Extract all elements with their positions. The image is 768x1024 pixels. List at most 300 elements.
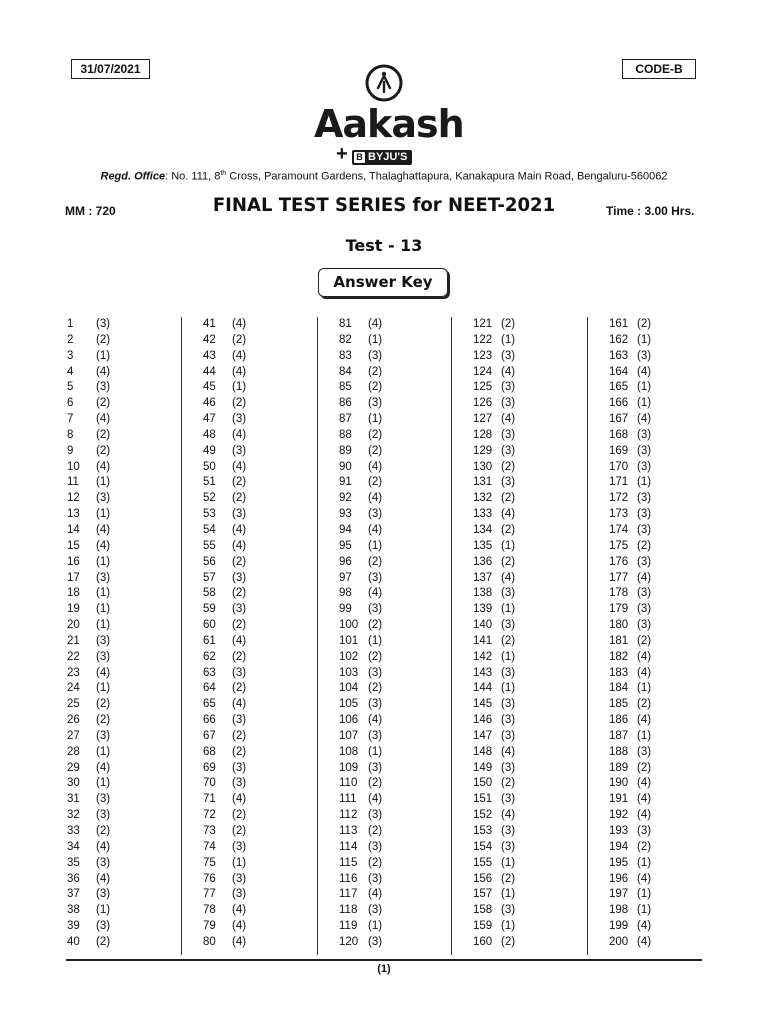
answer-option: (1) — [637, 333, 652, 346]
answer-row — [339, 507, 449, 523]
question-number: 52 — [203, 492, 216, 505]
answer-option: (1) — [637, 682, 652, 695]
series-title: FINAL TEST SERIES for NEET-2021 — [212, 194, 556, 216]
question-number: 95 — [339, 539, 352, 552]
answer-row — [67, 935, 177, 951]
answer-row — [339, 903, 449, 919]
answer-option: (2) — [637, 840, 652, 853]
answer-option: (4) — [96, 666, 111, 679]
answer-row — [67, 396, 177, 412]
question-number: 172 — [609, 492, 629, 505]
question-number: 61 — [203, 634, 216, 647]
question-number: 41 — [203, 318, 216, 330]
question-number: 193 — [609, 825, 629, 837]
question-number: 34 — [67, 840, 80, 853]
question-number: 183 — [609, 666, 629, 679]
answer-option: (1) — [501, 539, 516, 552]
question-number: 188 — [609, 745, 629, 758]
answer-row — [609, 618, 719, 634]
footer-rule — [66, 959, 702, 961]
answer-option: (3) — [232, 571, 247, 584]
answer-option: (3) — [368, 666, 383, 679]
question-number: 53 — [203, 508, 216, 521]
answer-option: (2) — [232, 476, 247, 489]
answer-option: (3) — [501, 793, 516, 806]
answer-option: (4) — [232, 539, 247, 552]
question-number: 69 — [203, 761, 216, 774]
answer-option: (1) — [368, 539, 383, 552]
question-number: 27 — [67, 729, 80, 742]
answer-option: (2) — [501, 492, 516, 505]
answer-option: (3) — [96, 318, 111, 330]
question-number: 191 — [609, 793, 629, 806]
answer-option: (3) — [501, 825, 516, 837]
answer-row — [203, 650, 313, 666]
answer-option: (3) — [96, 888, 111, 901]
answer-option: (1) — [96, 603, 111, 616]
answer-option: (1) — [501, 856, 516, 869]
answer-row — [203, 539, 313, 555]
answer-key-heading: Answer Key — [318, 268, 448, 297]
answer-row — [67, 507, 177, 523]
answer-option: (2) — [96, 698, 111, 711]
answer-option: (3) — [637, 587, 652, 600]
answer-row — [203, 919, 313, 935]
answer-row — [203, 460, 313, 476]
answer-option: (2) — [501, 555, 516, 568]
answer-row — [67, 792, 177, 808]
question-number: 153 — [473, 825, 493, 837]
answer-row — [67, 317, 177, 333]
question-number: 143 — [473, 666, 493, 679]
question-number: 32 — [67, 809, 80, 822]
answer-row — [203, 824, 313, 840]
answer-row — [203, 618, 313, 634]
question-number: 64 — [203, 682, 216, 695]
answer-option: (2) — [232, 650, 247, 663]
answer-row — [339, 396, 449, 412]
answer-row — [473, 887, 583, 903]
answer-row — [473, 824, 583, 840]
question-number: 119 — [339, 920, 358, 933]
question-number: 115 — [339, 856, 358, 869]
answer-option: (4) — [368, 793, 383, 806]
answer-row — [609, 745, 719, 761]
answer-row — [203, 887, 313, 903]
answer-row — [473, 539, 583, 555]
question-number: 197 — [609, 888, 629, 901]
answer-option: (3) — [501, 729, 516, 742]
answer-row — [67, 460, 177, 476]
question-number: 91 — [339, 476, 352, 489]
question-number: 145 — [473, 698, 493, 711]
answer-option: (3) — [96, 571, 111, 584]
answer-option: (4) — [637, 920, 652, 933]
question-number: 111 — [339, 793, 357, 806]
answer-option: (4) — [96, 460, 111, 473]
regd-address-suffix: Cross, Paramount Gardens, Thalaghattapura, Kanakapura Main Road, Bengaluru-560062 — [226, 170, 668, 183]
question-number: 40 — [67, 935, 80, 948]
answer-option: (2) — [96, 714, 111, 727]
question-number: 114 — [339, 840, 358, 853]
answer-row — [67, 776, 177, 792]
question-number: 44 — [203, 365, 216, 378]
answer-option: (2) — [232, 333, 247, 346]
answer-row — [67, 380, 177, 396]
question-number: 26 — [67, 714, 80, 727]
question-number: 110 — [339, 777, 358, 790]
question-number: 71 — [203, 793, 216, 806]
answer-row — [609, 824, 719, 840]
question-number: 49 — [203, 444, 216, 457]
question-number: 163 — [609, 349, 629, 362]
answer-row — [473, 444, 583, 460]
answer-option: (1) — [501, 650, 516, 663]
question-number: 126 — [473, 397, 493, 410]
question-number: 51 — [203, 476, 216, 489]
answer-row — [203, 475, 313, 491]
question-number: 102 — [339, 650, 359, 663]
answer-option: (3) — [96, 809, 111, 822]
answer-row — [203, 729, 313, 745]
answer-row — [473, 808, 583, 824]
answer-option: (1) — [501, 888, 516, 901]
answer-option: (1) — [368, 920, 383, 933]
answer-option: (2) — [637, 634, 652, 647]
answer-row — [339, 745, 449, 761]
question-number: 30 — [67, 777, 80, 790]
registered-office-address — [0, 170, 768, 183]
answer-option: (3) — [637, 619, 652, 632]
answer-option: (3) — [637, 349, 652, 362]
answer-row — [339, 761, 449, 777]
question-number: 65 — [203, 698, 216, 711]
answer-row — [609, 761, 719, 777]
answer-option: (3) — [637, 825, 652, 837]
question-number: 198 — [609, 904, 629, 917]
answer-option: (4) — [637, 365, 652, 378]
answer-row — [339, 824, 449, 840]
question-number: 35 — [67, 856, 80, 869]
question-number: 132 — [473, 492, 493, 505]
code-box: CODE-B — [622, 59, 696, 79]
answer-row — [609, 491, 719, 507]
answer-row — [339, 365, 449, 381]
column-divider — [317, 317, 318, 955]
answer-row — [339, 856, 449, 872]
answer-option: (2) — [96, 333, 111, 346]
question-number: 136 — [473, 555, 493, 568]
answer-row — [203, 634, 313, 650]
question-number: 135 — [473, 539, 493, 552]
answer-row — [339, 681, 449, 697]
answer-option: (3) — [501, 587, 516, 600]
test-title: Test - 13 — [345, 236, 423, 255]
question-number: 200 — [609, 935, 629, 948]
question-number: 57 — [203, 571, 216, 584]
question-number: 106 — [339, 714, 359, 727]
question-number: 59 — [203, 603, 216, 616]
answer-option: (2) — [232, 745, 247, 758]
answer-row — [609, 586, 719, 602]
question-number: 73 — [203, 825, 216, 837]
question-number: 141 — [473, 634, 493, 647]
answer-row — [473, 666, 583, 682]
question-number: 80 — [203, 935, 216, 948]
question-number: 181 — [609, 634, 629, 647]
answer-option: (4) — [368, 460, 383, 473]
question-number: 56 — [203, 555, 216, 568]
question-number: 75 — [203, 856, 216, 869]
answer-row — [203, 365, 313, 381]
answer-row — [473, 681, 583, 697]
answer-option: (3) — [637, 555, 652, 568]
answer-option: (2) — [96, 935, 111, 948]
answer-option: (2) — [501, 523, 516, 536]
question-number: 11 — [67, 476, 79, 489]
answer-option: (2) — [96, 397, 111, 410]
question-number: 192 — [609, 809, 629, 822]
question-number: 50 — [203, 460, 216, 473]
question-number: 31 — [67, 793, 80, 806]
answer-option: (2) — [232, 809, 247, 822]
answer-row — [203, 444, 313, 460]
answer-option: (4) — [232, 428, 247, 441]
answer-option: (1) — [501, 333, 516, 346]
question-number: 149 — [473, 761, 493, 774]
answer-option: (2) — [96, 428, 111, 441]
answer-option: (3) — [368, 809, 383, 822]
question-number: 128 — [473, 428, 493, 441]
answer-row — [339, 349, 449, 365]
question-number: 23 — [67, 666, 80, 679]
answer-option: (3) — [96, 793, 111, 806]
question-number: 4 — [67, 365, 74, 378]
answer-row — [339, 428, 449, 444]
answer-row — [473, 776, 583, 792]
answer-row — [473, 840, 583, 856]
answer-option: (1) — [637, 476, 652, 489]
answer-option: (4) — [232, 349, 247, 362]
answer-row — [67, 761, 177, 777]
question-number: 157 — [473, 888, 493, 901]
question-number: 185 — [609, 698, 629, 711]
question-number: 21 — [67, 634, 80, 647]
answer-row — [203, 507, 313, 523]
answer-row — [67, 919, 177, 935]
answer-option: (3) — [232, 840, 247, 853]
answer-row — [473, 919, 583, 935]
answer-option: (3) — [501, 619, 516, 632]
question-number: 155 — [473, 856, 493, 869]
answer-option: (1) — [232, 381, 247, 394]
question-number: 150 — [473, 777, 493, 790]
answer-row — [609, 808, 719, 824]
answer-row — [609, 555, 719, 571]
answer-column-4 — [473, 317, 583, 951]
answer-row — [67, 602, 177, 618]
answer-row — [473, 460, 583, 476]
answer-option: (1) — [96, 349, 111, 362]
question-number: 60 — [203, 619, 216, 632]
answer-option: (4) — [637, 935, 652, 948]
question-number: 108 — [339, 745, 359, 758]
question-number: 8 — [67, 428, 74, 441]
answer-option: (2) — [368, 619, 383, 632]
answer-row — [203, 697, 313, 713]
answer-row — [339, 776, 449, 792]
answer-option: (3) — [96, 729, 111, 742]
answer-option: (2) — [368, 650, 383, 663]
question-number: 176 — [609, 555, 629, 568]
question-number: 187 — [609, 729, 629, 742]
answer-row — [609, 380, 719, 396]
answer-option: (4) — [637, 413, 652, 426]
answer-row — [203, 745, 313, 761]
question-number: 116 — [339, 872, 358, 885]
answer-row — [203, 523, 313, 539]
question-number: 43 — [203, 349, 216, 362]
answer-row — [67, 349, 177, 365]
answer-option: (2) — [368, 555, 383, 568]
answer-row — [473, 475, 583, 491]
answer-option: (1) — [96, 777, 111, 790]
question-number: 184 — [609, 682, 629, 695]
question-number: 144 — [473, 682, 493, 695]
answer-option: (4) — [232, 460, 247, 473]
question-number: 10 — [67, 460, 80, 473]
question-number: 99 — [339, 603, 352, 616]
answer-option: (1) — [501, 603, 516, 616]
answer-option: (1) — [96, 619, 111, 632]
answer-option: (2) — [501, 872, 516, 885]
answer-row — [609, 919, 719, 935]
answer-option: (2) — [232, 729, 247, 742]
question-number: 87 — [339, 413, 352, 426]
answer-row — [67, 618, 177, 634]
answer-option: (2) — [637, 318, 652, 330]
answer-option: (4) — [96, 840, 111, 853]
answer-option: (2) — [368, 682, 383, 695]
answer-row — [67, 333, 177, 349]
answer-option: (2) — [232, 555, 247, 568]
answer-row — [339, 729, 449, 745]
answer-row — [609, 507, 719, 523]
byjus-badge — [352, 150, 412, 165]
question-number: 175 — [609, 539, 629, 552]
answer-row — [67, 650, 177, 666]
answer-row — [67, 697, 177, 713]
answer-row — [203, 903, 313, 919]
answer-row — [203, 792, 313, 808]
answer-row — [339, 666, 449, 682]
answer-option: (3) — [501, 840, 516, 853]
regd-colon: : — [165, 170, 172, 183]
question-number: 180 — [609, 619, 629, 632]
regd-label: Regd. Office — [100, 170, 166, 183]
answer-option: (2) — [368, 476, 383, 489]
answer-option: (4) — [368, 888, 383, 901]
question-number: 146 — [473, 714, 493, 727]
question-number: 82 — [339, 333, 352, 346]
answer-option: (3) — [637, 444, 652, 457]
question-number: 36 — [67, 872, 80, 885]
answer-row — [473, 491, 583, 507]
answer-option: (3) — [637, 460, 652, 473]
answer-option: (3) — [232, 444, 247, 457]
question-number: 1 — [67, 318, 74, 330]
answer-row — [473, 856, 583, 872]
answer-row — [473, 602, 583, 618]
answer-row — [203, 317, 313, 333]
answer-option: (1) — [96, 476, 111, 489]
answer-row — [609, 475, 719, 491]
answer-row — [339, 523, 449, 539]
answer-option: (3) — [368, 729, 383, 742]
question-number: 107 — [339, 729, 359, 742]
question-number: 159 — [473, 920, 493, 933]
aakash-byjus-logo — [314, 64, 464, 172]
answer-row — [203, 349, 313, 365]
answer-row — [609, 872, 719, 888]
question-number: 46 — [203, 397, 216, 410]
answer-row — [67, 666, 177, 682]
answer-row — [609, 681, 719, 697]
question-number: 195 — [609, 856, 629, 869]
answer-option: (4) — [232, 793, 247, 806]
answer-row — [473, 380, 583, 396]
question-number: 173 — [609, 508, 629, 521]
question-number: 62 — [203, 650, 216, 663]
answer-option: (3) — [96, 381, 111, 394]
regd-address-sup: th — [220, 170, 227, 177]
answer-row — [339, 571, 449, 587]
answer-option: (3) — [96, 650, 111, 663]
answer-row — [67, 365, 177, 381]
question-number: 134 — [473, 523, 493, 536]
answer-option: (3) — [637, 603, 652, 616]
question-number: 2 — [67, 333, 74, 346]
answer-row — [473, 697, 583, 713]
column-divider — [181, 317, 182, 955]
answer-option: (2) — [501, 318, 516, 330]
answer-row — [473, 396, 583, 412]
answer-option: (4) — [232, 698, 247, 711]
question-number: 55 — [203, 539, 216, 552]
answer-option: (3) — [501, 349, 516, 362]
question-number: 19 — [67, 603, 80, 616]
answer-option: (3) — [368, 698, 383, 711]
answer-option: (1) — [637, 381, 652, 394]
answer-option: (1) — [96, 745, 111, 758]
answer-row — [609, 935, 719, 951]
question-number: 133 — [473, 508, 493, 521]
question-number: 179 — [609, 603, 629, 616]
answer-row — [609, 602, 719, 618]
answer-option: (3) — [501, 698, 516, 711]
answer-option: (3) — [368, 872, 383, 885]
answer-row — [339, 444, 449, 460]
question-number: 125 — [473, 381, 493, 394]
answer-option: (4) — [501, 745, 516, 758]
answer-row — [203, 602, 313, 618]
answer-option: (3) — [368, 397, 383, 410]
answer-row — [609, 776, 719, 792]
question-number: 96 — [339, 555, 352, 568]
answer-row — [203, 856, 313, 872]
question-number: 137 — [473, 571, 493, 584]
answer-row — [339, 317, 449, 333]
